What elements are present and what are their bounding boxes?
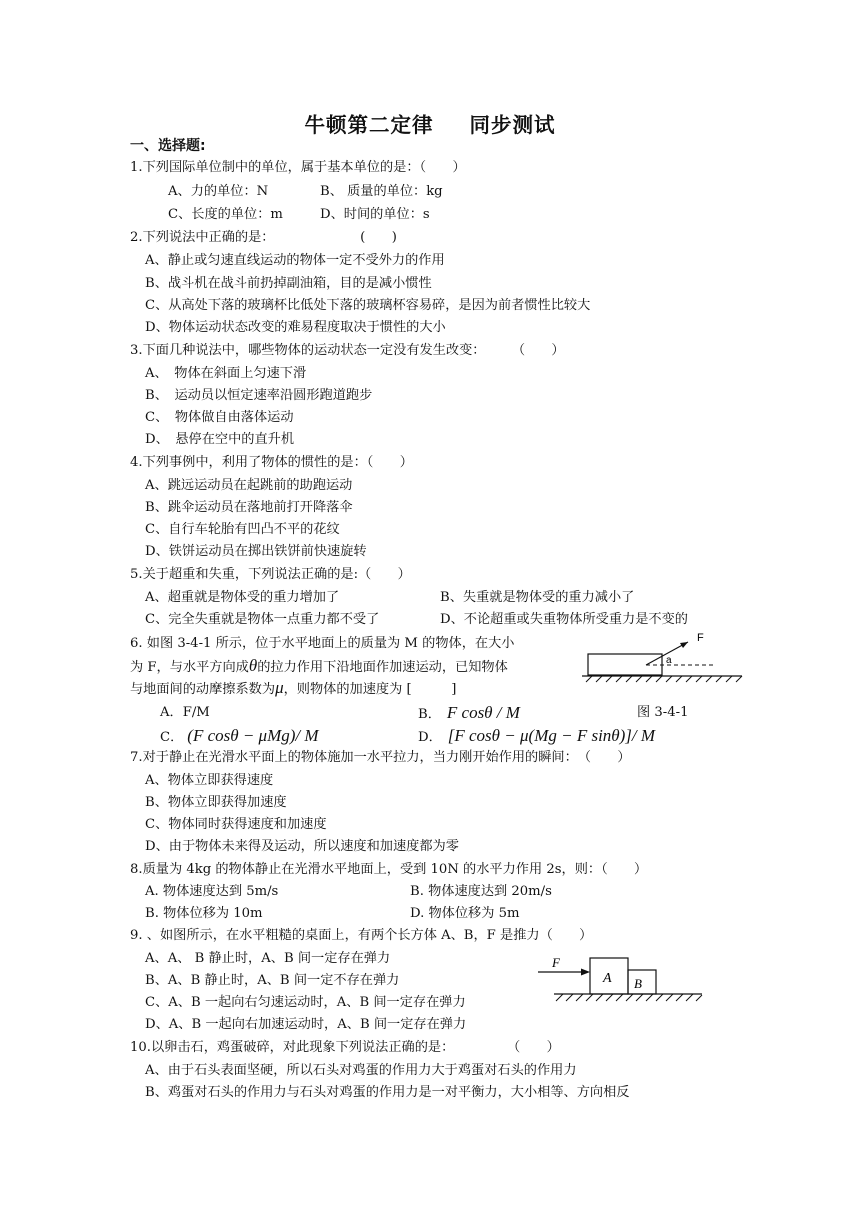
option-b-formula: F cosθ / M	[446, 703, 520, 722]
question-2-option-d: D、物体运动状态改变的难易程度取决于惯性的大小	[145, 320, 446, 335]
option-c-formula: (F cosθ − μMg)/ M	[187, 726, 319, 745]
question-6-line-1: 6. 如图 3-4-1 所示，位于水平地面上的质量为 M 的物体，在大小	[130, 636, 515, 651]
figure-caption: 图 3-4-1	[637, 705, 689, 720]
question-5-stem: 5.关于超重和失重，下列说法正确的是:（ ）	[130, 567, 411, 582]
question-3-option-c: C、 物体做自由落体运动	[145, 410, 294, 425]
block-b-label: B	[634, 976, 642, 991]
figure-angle-label: a	[666, 655, 672, 666]
question-6-option-c: C． (F cosθ − μMg)/ M	[160, 726, 319, 745]
question-4-stem: 4.下列事例中，利用了物体的惯性的是：（ ）	[130, 455, 413, 470]
question-2-stem: 2.下列说法中正确的是： ( )	[130, 230, 397, 245]
question-1-option-c: C、长度的单位：m	[168, 207, 283, 222]
question-5-option-d: D、不论超重或失重物体所受重力是不变的	[440, 612, 688, 627]
question-2-option-a: A、静止或匀速直线运动的物体一定不受外力的作用	[145, 253, 445, 268]
question-5-option-b: B、失重就是物体受的重力减小了	[440, 590, 635, 605]
question-4-option-c: C、自行车轮胎有凹凸不平的花纹	[145, 522, 340, 537]
figure-3-4-1	[582, 628, 748, 690]
question-2-option-c: C、从高处下落的玻璃杯比低处下落的玻璃杯容易碎，是因为前者惯性比较大	[145, 298, 591, 313]
figure-push-label: F	[552, 955, 560, 970]
question-3-option-d: D、 悬停在空中的直升机	[145, 432, 295, 447]
question-7-option-c: C、物体同时获得速度和加速度	[145, 817, 327, 832]
figure-blocks-ab	[536, 950, 706, 1006]
question-8-option-c: B. 物体位移为 10m	[145, 906, 263, 921]
figure-force-label: F	[697, 632, 704, 644]
question-6-line-3: 与地面间的动摩擦系数为μ，则物体的加速度为 [ ]	[130, 678, 457, 697]
question-7-option-d: D、由于物体未来得及运动，所以速度和加速度都为零	[145, 839, 459, 854]
question-3-stem: 3.下面几种说法中，哪些物体的运动状态一定没有发生改变： （ ）	[130, 343, 565, 358]
question-2-option-b: B、战斗机在战斗前扔掉副油箱，目的是减小惯性	[145, 276, 432, 291]
question-3-option-b: B、 运动员以恒定速率沿圆形跑道跑步	[145, 388, 373, 403]
option-d-formula: [F cosθ − μ(Mg − F sinθ)]/ M	[447, 726, 656, 745]
section-heading: 一、选择题:	[130, 138, 206, 154]
question-9-option-a: A、A、 B 静止时，A、B 间一定存在弹力	[145, 951, 391, 966]
question-1-option-d: D、时间的单位：s	[320, 207, 430, 222]
question-10-option-a: A、由于石头表面坚硬，所以石头对鸡蛋的作用力大于鸡蛋对石头的作用力	[145, 1063, 577, 1078]
question-9-option-b: B、A、B 静止时，A、B 间一定不存在弹力	[145, 973, 400, 988]
mu-symbol: μ	[275, 678, 284, 697]
question-7-option-b: B、物体立即获得加速度	[145, 795, 287, 810]
question-4-option-b: B、跳伞运动员在落地前打开降落伞	[145, 500, 353, 515]
question-10-option-b: B、鸡蛋对石头的作用力与石头对鸡蛋的作用力是一对平衡力，大小相等、方向相反	[145, 1085, 630, 1100]
page-title: 牛顿第二定律 同步测试	[304, 113, 556, 137]
question-7-option-a: A、物体立即获得速度	[145, 773, 274, 788]
question-1-option-a: A、力的单位：N	[168, 184, 269, 199]
question-3-option-a: A、 物体在斜面上匀速下滑	[145, 366, 307, 381]
question-9-option-d: D、A、B 一起向右加速运动时，A、B 间一定存在弹力	[145, 1017, 467, 1032]
question-10-stem: 10.以卵击石，鸡蛋破碎，对此现象下列说法正确的是： （ ）	[130, 1040, 560, 1055]
question-6-line-2: 为 F，与水平方向成θ的拉力作用下沿地面作加速运动，已知物体	[130, 656, 508, 675]
question-8-option-a: A. 物体速度达到 5m/s	[145, 884, 279, 899]
question-9-option-c: C、A、B 一起向右匀速运动时，A、B 间一定存在弹力	[145, 995, 466, 1010]
question-5-option-a: A、超重就是物体受的重力增加了	[145, 590, 340, 605]
question-1-option-b: B、 质量的单位：kg	[320, 184, 443, 199]
question-8-option-b: B. 物体速度达到 20m/s	[410, 884, 552, 899]
question-8-option-d: D. 物体位移为 5m	[410, 906, 520, 921]
question-5-option-c: C、完全失重就是物体一点重力都不受了	[145, 612, 380, 627]
question-4-option-a: A、跳远运动员在起跳前的助跑运动	[145, 478, 353, 493]
theta-symbol: θ	[248, 656, 258, 675]
block-a-label: A	[603, 971, 612, 986]
question-6-option-b: B． F cosθ / M	[418, 703, 520, 722]
question-9-stem: 9. 、如图所示，在水平粗糙的桌面上，有两个长方体 A、B，F 是推力（ ）	[130, 928, 593, 943]
question-7-stem: 7.对于静止在光滑水平面上的物体施加一水平拉力，当力刚开始作用的瞬间： （ ）	[130, 750, 631, 765]
question-1-stem: 1.下列国际单位制中的单位，属于基本单位的是：（ ）	[130, 160, 466, 175]
question-6-option-d: D． [F cosθ − μ(Mg − F sinθ)]/ M	[418, 726, 656, 745]
question-4-option-d: D、铁饼运动员在掷出铁饼前快速旋转	[145, 544, 367, 559]
question-8-stem: 8.质量为 4kg 的物体静止在光滑水平地面上，受到 10N 的水平力作用 2s，则：（ ）	[130, 862, 648, 877]
question-6-option-a: A．F/M	[160, 705, 210, 720]
